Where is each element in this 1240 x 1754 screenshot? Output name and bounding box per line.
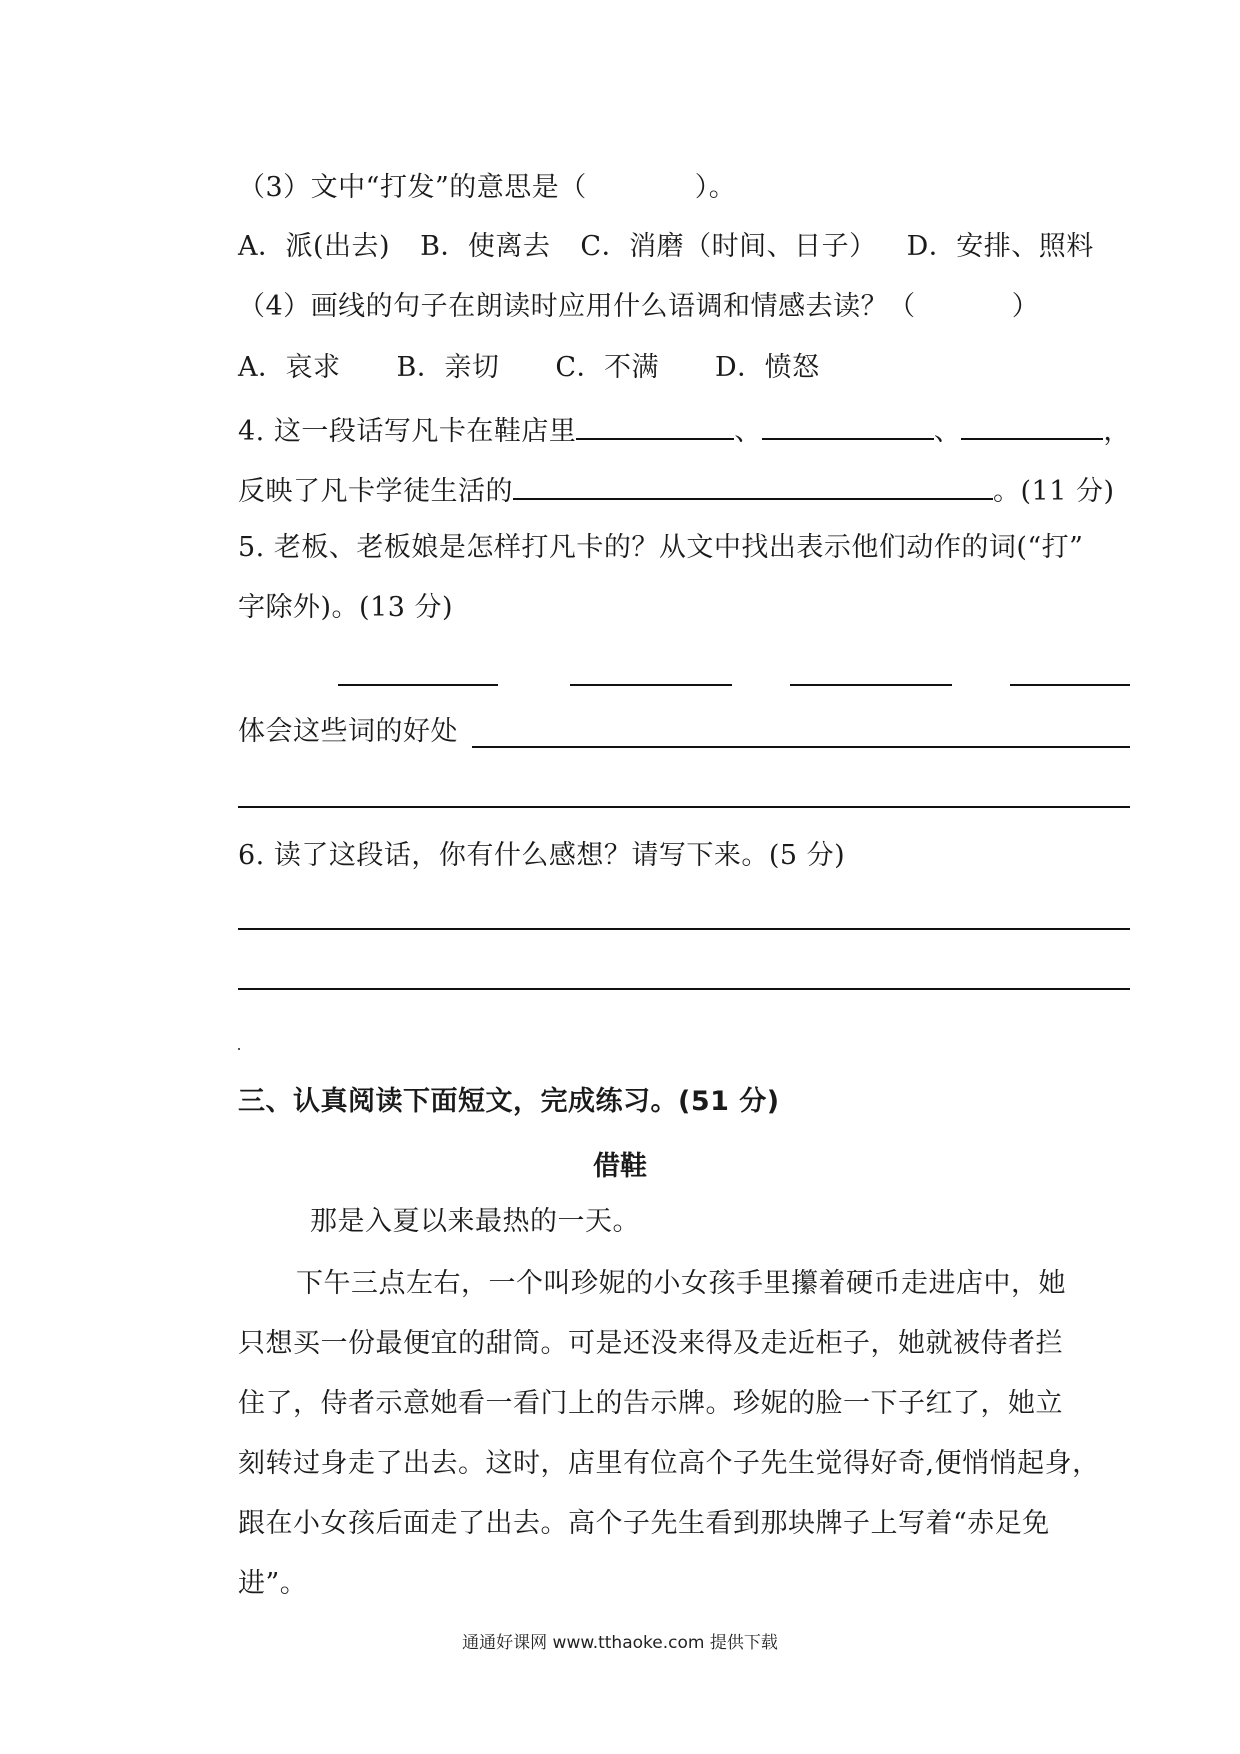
passage-paragraph-1 bbox=[310, 1204, 1130, 1240]
question-3-text: （3）文中“打发”的意思是（ bbox=[238, 172, 587, 203]
section-heading-text: 三、认真阅读下面短文，完成练习。(51 分) bbox=[238, 1086, 780, 1117]
option-a: A．哀求 bbox=[238, 352, 341, 383]
passage-text: 刻转过身走了出去。这时，店里有位高个子先生觉得好奇,便悄悄起身， bbox=[238, 1448, 1100, 1479]
answer-line[interactable] bbox=[790, 684, 952, 686]
passage-title bbox=[0, 1144, 1240, 1183]
problem-4-line-2 bbox=[238, 470, 1130, 510]
problem-4-line-1 bbox=[238, 410, 1130, 450]
score-label: 。(11 分) bbox=[993, 476, 1115, 507]
question-4-stem bbox=[238, 289, 1130, 325]
passage-paragraph-2-line-5 bbox=[238, 1506, 1130, 1542]
problem-4-text: 4. 这一段话写凡卡在鞋店里 bbox=[238, 416, 577, 447]
answer-line[interactable] bbox=[570, 684, 732, 686]
question-4-options bbox=[238, 350, 1130, 386]
question-3-options bbox=[238, 229, 1130, 265]
separator: 、 bbox=[933, 416, 962, 447]
problem-5-text: 体会这些词的好处 bbox=[238, 716, 458, 747]
passage-paragraph-2-line-2 bbox=[238, 1326, 1130, 1362]
page-footer bbox=[0, 1628, 1240, 1653]
answer-line[interactable] bbox=[1010, 684, 1130, 686]
answer-line[interactable] bbox=[238, 928, 1130, 930]
problem-6-line bbox=[238, 838, 1130, 874]
passage-paragraph-2-line-6 bbox=[238, 1566, 1130, 1602]
fill-blank[interactable] bbox=[961, 410, 1103, 440]
passage-paragraph-2-line-3 bbox=[238, 1386, 1130, 1422]
option-d: D．安排、照料 bbox=[906, 231, 1094, 262]
problem-5-text: 5. 老板、老板娘是怎样打凡卡的？从文中找出表示他们动作的词(“打” bbox=[238, 532, 1084, 563]
section-3-heading bbox=[238, 1084, 1130, 1120]
scan-artifact bbox=[238, 1048, 240, 1050]
option-c: C．不满 bbox=[555, 352, 660, 383]
passage-title-text: 借鞋 bbox=[593, 1151, 647, 1182]
passage-text: 住了，侍者示意她看一看门上的告示牌。珍妮的脸一下子红了，她立 bbox=[238, 1388, 1063, 1419]
fill-blank[interactable] bbox=[576, 410, 734, 440]
passage-text: 下午三点左右，一个叫珍妮的小女孩手里攥着硬币走进店中，她 bbox=[296, 1268, 1066, 1299]
fill-blank[interactable] bbox=[762, 410, 934, 440]
question-3-close: ）。 bbox=[694, 172, 737, 203]
separator: ， bbox=[1103, 416, 1131, 447]
passage-text: 跟在小女孩后面走了出去。高个子先生看到那块牌子上写着“赤足免 bbox=[238, 1508, 1050, 1539]
option-b: B．亲切 bbox=[396, 352, 500, 383]
problem-5-line-1 bbox=[238, 530, 1130, 566]
passage-text: 那是入夏以来最热的一天。 bbox=[310, 1206, 640, 1237]
question-4-close: ） bbox=[1011, 291, 1040, 322]
passage-paragraph-2-line-4 bbox=[238, 1446, 1130, 1482]
footer-text: 通通好课网 www.tthaoke.com 提供下载 bbox=[462, 1633, 778, 1653]
option-d: D．愤怒 bbox=[715, 352, 820, 383]
question-4-text: （4）画线的句子在朗读时应用什么语调和情感去读？（ bbox=[238, 291, 916, 322]
problem-5-line-2 bbox=[238, 590, 1130, 626]
problem-5-benefit bbox=[238, 714, 1130, 750]
passage-text: 只想买一份最便宜的甜筒。可是还没来得及走近柜子，她就被侍者拦 bbox=[238, 1328, 1063, 1359]
answer-line[interactable] bbox=[238, 988, 1130, 990]
separator: 、 bbox=[734, 416, 762, 447]
problem-6-text: 6. 读了这段话，你有什么感想？请写下来。(5 分) bbox=[238, 840, 846, 871]
problem-5-text: 字除外)。(13 分) bbox=[238, 592, 454, 623]
option-c: C．消磨（时间、日子） bbox=[580, 231, 877, 262]
answer-line[interactable] bbox=[238, 806, 1130, 808]
option-b: B．使离去 bbox=[420, 231, 551, 262]
answer-line[interactable] bbox=[338, 684, 498, 686]
fill-blank[interactable] bbox=[513, 470, 993, 500]
option-a: A．派(出去) bbox=[238, 231, 391, 262]
answer-line[interactable] bbox=[472, 746, 1130, 748]
passage-text: 进”。 bbox=[238, 1568, 308, 1599]
question-3-stem bbox=[238, 170, 1130, 206]
problem-4-text: 反映了凡卡学徒生活的 bbox=[238, 476, 513, 507]
passage-paragraph-2-line-1 bbox=[296, 1266, 1130, 1302]
